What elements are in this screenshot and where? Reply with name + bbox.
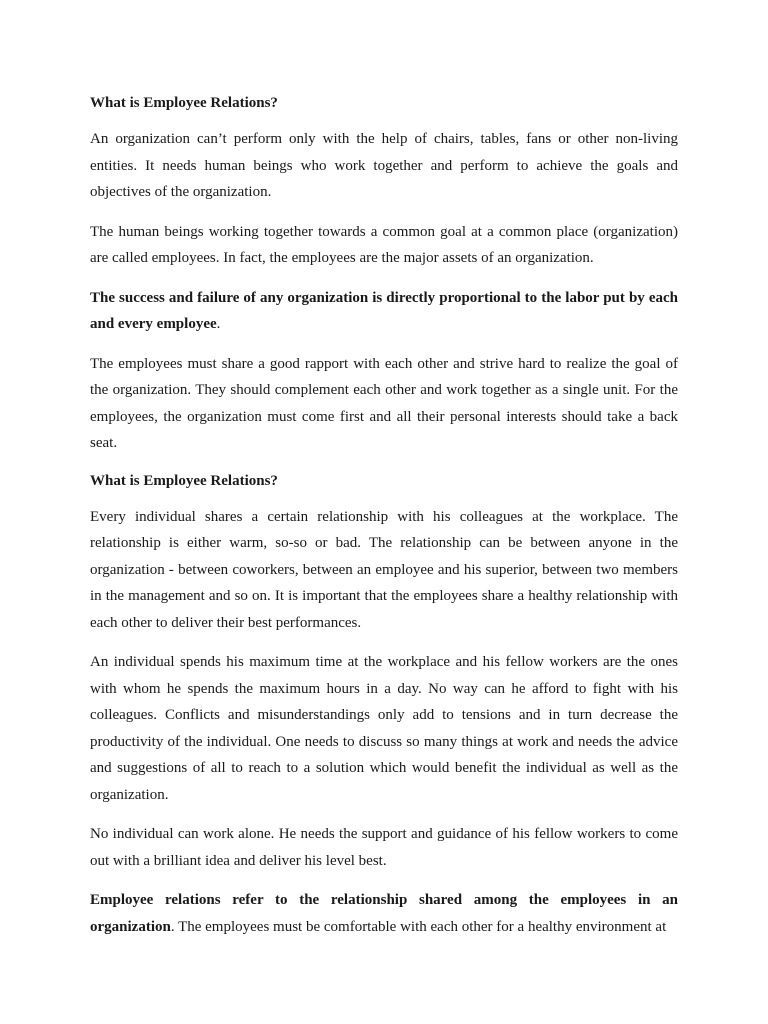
- paragraph: The employees must share a good rapport with each other and strive hard to realize the goal of the organization. They should complement each other and work together as a single unit. For the employees, the organization must come first and all their personal interests should take a back seat.: [90, 355, 678, 451]
- paragraph: Every individual shares a certain relationship with his colleagues at the workplace. The relationship is either warm, so-so or bad. The relationship can be between anyone in the organization - between coworkers, between an employee and his superior, between two members in the management and so on. It is important that the employees share a healthy relationship with each other to deliver their best performances.: [90, 508, 678, 631]
- paragraph: An individual spends his maximum time at the workplace and his fellow workers are the ones with whom he spends the maximum hours in a day. No way can he afford to fight with his colleagues. Conflicts and misunderstandings only add to tensions and in turn decrease the productivity of the individual. One needs to discuss so many things at work and needs the advice and suggestions of all to reach to a solution which would benefit the individual as well as the organization.: [90, 654, 678, 803]
- plain-text: .: [216, 316, 221, 332]
- plain-text: . The employees must be comfortable with each other for a healthy environment at: [170, 918, 667, 935]
- bold-text: The success and failure of any organization is directly proportional to the labor put by each and every employee: [90, 289, 678, 332]
- paragraph: The human beings working together towards a common goal at a common place (organization) are called employees. In fact, the employees are the major assets of an organization.: [90, 223, 678, 266]
- paragraph-emphasis: [90, 887, 678, 940]
- paragraph: No individual can work alone. He needs the support and guidance of his fellow workers to come out with a brilliant idea and deliver his level best.: [90, 826, 678, 869]
- paragraph-emphasis: [90, 285, 678, 338]
- section-heading: What is Employee Relations?: [90, 95, 278, 111]
- bold-text: Employee relations refer to the relationship shared among the employees in an organization: [90, 892, 678, 935]
- section-heading: What is Employee Relations?: [90, 472, 278, 489]
- paragraph: An organization can’t perform only with the help of chairs, tables, fans or other non-living entities. It needs human beings who work together and perform to achieve the goals and objectives of the organization.: [90, 131, 678, 200]
